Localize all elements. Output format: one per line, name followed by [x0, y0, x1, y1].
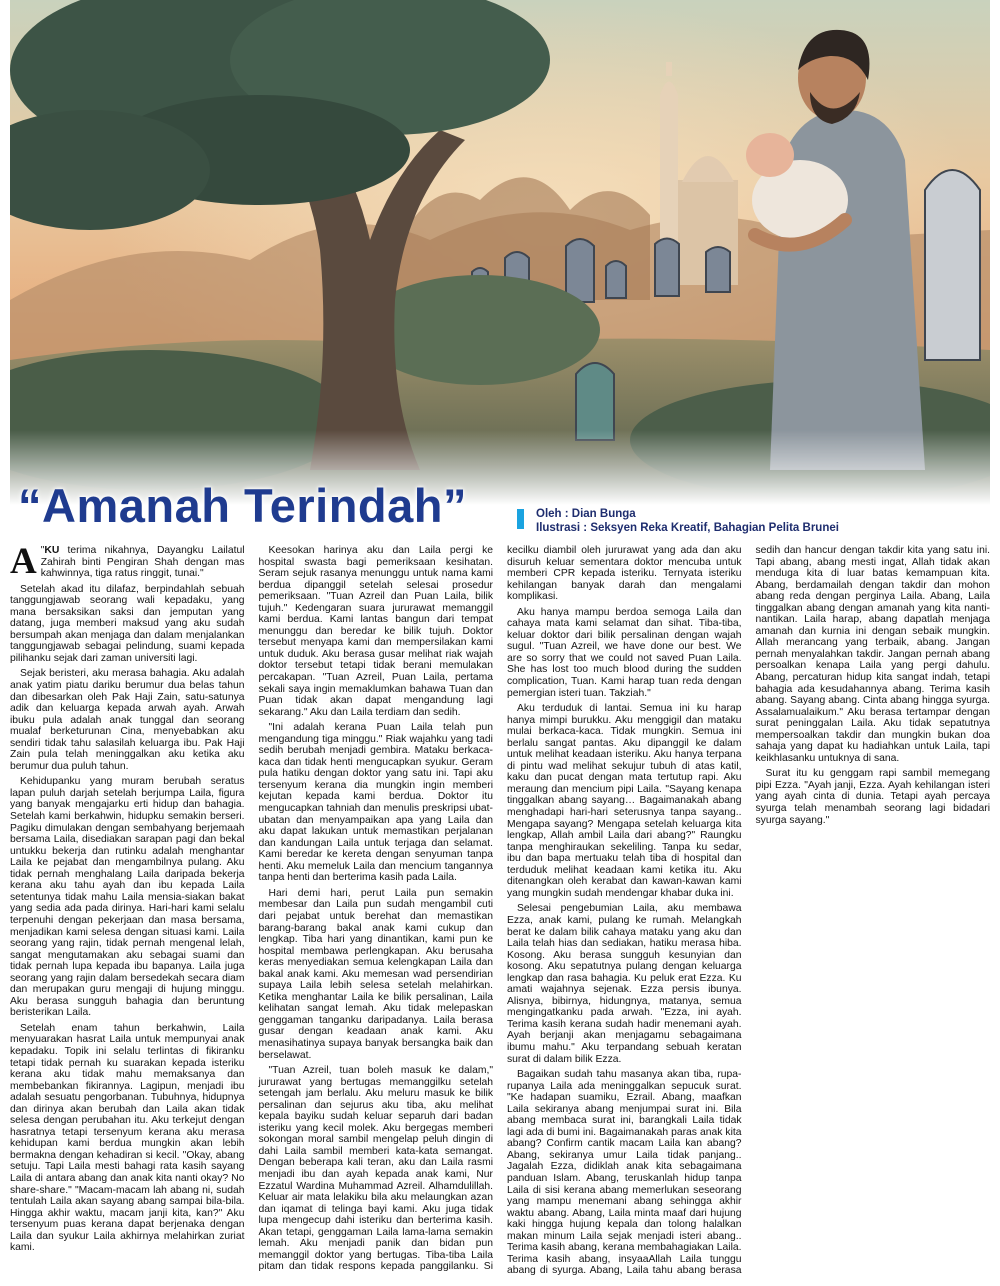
article-paragraph: Keesokan harinya aku dan Laila pergi ke hospital swasta bagi pemeriksaan kesihatan. Seram sejuk rasanya menunggu untuk nama kami berdua dipanggil setelah selesai prosedur pemeriksaan. "Tuan Azreil dan Puan Laila, bilik tujuh." Kedengaran suara jururawat memanggil kami berdua. Kami lantas bangun dari tempat menunggu dan beredar ke bilik tujuh. Doktor tersebut menyapa kami dan mempersilakan kami untuk duduk. Aku berasa gusar melihat riak wajah doktor tersebut tetapi tidak berani memulakan percakapan. "Tuan Azreil, Puan Laila, pertama sekali saya ingin memaklumkan bahawa Tuan dan Puan tidak akan dapat mengandung lagi sekarang." Aku dan Laila terdiam dan sedih. — [258, 545, 493, 718]
article-paragraph: Surat itu ku genggam rapi sambil memegang pipi Ezza. "Ayah janji, Ezza. Ayah kehilangan isteri yang ayah cinta di dunia. Tetapi ayah percaya syurga telah menambah seorang lagi bidadari syurga sayang." — [755, 768, 990, 826]
article-paragraph: Selesai pengebumian Laila, aku membawa Ezza, anak kami, pulang ke rumah. Melangkah berat ke dalam bilik cahaya mataku yang aku dan Laila telah hias dan sediakan, hatiku merasa hiba. Kosong. Aku berasa sungguh kesunyian dan kosong. Aku sepatutnya pulang dengan keluarga lengkap dan rasa bahagia. Ku peluk erat Ezza. Ku amati wajahnya sejenak. Ezza persis ibunya. Alisnya, bibirnya, hidungnya, matanya, semua mengingatkanku pada arwah. "Ezza, ini ayah. Terima kasih kerana sudah hadir menemani ayah. Ayah berjanji akan menjagamu sebagaimana ibumu mahu." Aku terpandang sebuah keratan surat di dalam bilik Ezza. — [507, 903, 742, 1065]
article-paragraph: Bagaikan sudah tahu masanya akan tiba, rupa-rupanya Laila ada meninggalkan sepucuk surat. "Ke hadapan suamiku, Ezrail. Abang, maafkan Laila sekiranya abang menjumpai surat ini. Bila abang membaca surat ini, barangkali Laila tidak lagi ada di bumi ini. Bagaimanakah paras anak kita abang? Confirm cantik macam Laila kan abang? Abang, sekiranya umur Laila tidak panjang.. Jagalah Ezza, didiklah anak kita sebagaimana panduan Islam. Abang, teruskanlah hidup tanpa Laila di sisi kerana abang memerlukan seseorang yang mampu menemani abang sehingga akhir waktu abang. Abang, Laila minta maaf dari hujung kaki hingga hujung kepala dan tolong halalkan makan minum Laila sejak menjadi isteri abang.. Terima kasih abang, kerana membahagiakan Laila. Terima kasih abang, insyaaAllah Laila tunggu abang di syurga. Abang, Laila tahu abang berasa sedih dan hancur dengan takdir kita yang satu ini. Tapi abang, abang mesti ingat, Allah tidak akan menduga kita di luar batas kemampuan kita. Abang, berdamailah dengan takdir dan mohon abang reda dengan perginya Laila. Abang, Laila tinggalkan abang dengan amanah yang kita nanti-nantikan. Laila harap, abang dapatlah menjaga amanah dan kurnia ini dengan sebaik mungkin. Allah merancang yang terbaik, abang. Jangan pernah menyalahkan takdir. Jangan pernah abang persoalkan kenapa Laila yang pergi dahulu. Abang, percaturan hidup kita sangat indah, tetapi bahagia ada kesudahannya abang. Terima kasih abang. Sayang abang. Cinta abang hingga syurga. Assalamualaikum." Aku berasa tertampar dengan surat peninggalan Laila. Aku tidak sepatutnya mempersoalkan takdir dan mungkin bukan doa sahaja yang dapat ku hadiahkan untuk Laila, tapi keikhlasanku untuknya di sana. — [507, 545, 990, 1277]
opening-quote: " — [40, 545, 45, 556]
story-title: “Amanah Terindah” — [18, 479, 467, 532]
illustration-credit: Ilustrasi : Seksyen Reka Kreatif, Bahagian Pelita Brunei — [536, 522, 839, 534]
story-illustration — [10, 0, 990, 505]
article-paragraph: "Ini adalah kerana Puan Laila telah pun mengandung tiga minggu." Riak wajahku yang tadi sedih berubah menjadi gembira. Mataku berkaca-kaca dan tidak henti mengucapkan syukur. Geram pula hatiku dengan doktor yang satu ini. Tapi aku tersenyum kerana dia mungkin ingin memberi kejutan kepada kami berdua. Doktor itu mengucapkan tahniah dan menulis preskripsi ubat-ubatan dan menyampaikan apa yang Laila dan aku dapat lakukan untuk memastikan perjalanan dan kandungan Laila untuk terjaga dan selamat. Kami beredar ke kereta dengan senyuman tanpa henti. Aku memeluk Laila dan mencium tangannya tanpa henti dan berterima kasih pada Laila. — [258, 722, 493, 884]
byline — [536, 507, 839, 535]
opening-bold: KU — [44, 545, 60, 556]
article-paragraph: Hari demi hari, perut Laila pun semakin membesar dan Laila pun sudah mengambil cuti dari pejabat untuk berehat dan memastikan barang-barang bakal anak kami cukup dan lengkap. Tiba hari yang dinantikan, kami pun ke hospital membawa perlengkapan. Aku berusaha keras menyediakan semua kelengkapan Laila dan bakal anak kami. Aku memesan wad persendirian supaya Laila lebih selesa setelah melahirkan. Ketika menghantar Laila ke bilik persalinan, Laila kelihatan sangat lemah. Aku tidak melepaskan genggaman tanganku daripadanya. Laila berasa gusar dengan keadaan anak kami. Aku menasihatinya supaya banyak bersangka baik dan berselawat. — [258, 887, 493, 1061]
byline-accent-bar — [517, 509, 524, 529]
article-paragraph: Aku terduduk di lantai. Semua ini ku harap hanya mimpi burukku. Aku menggigil dan mataku mulai berkaca-kaca. Tidak mungkin. Semua ini berlalu sangat pantas. Aku dipanggil ke dalam untuk melihat keadaan isteriku. Aku hanya terpana di pintu wad melihat sekujur tubuh di atas katil, kaku dan pucat dengan mata tertutup rapi. Aku meraung dan mencium pipi Laila. "Sayang kenapa tinggalkan abang sayang… Bagaimanakah abang menghadapi hari-hari seterusnya tanpa sayang.. Mengapa sayang? Mengapa setelah keluarga kita lengkap, Allah ambil Laila dari abang?" Raungku tanpa menghiraukan sekeliling. Tanpa ku sedar, ibu dan bapa mertuaku telah tiba di hospital dan terduduk melihat keadaan kami ketika itu. Aku ditenangkan oleh kerabat dan kawan-kawan kami yang mungkin sudah mendengar khabar duka ini. — [507, 703, 742, 899]
article-body — [10, 541, 990, 1280]
article-paragraph: Setelah akad itu dilafaz, berpindahlah sebuah tanggungjawab seorang wali kepadaku, yang mana bersaksikan saksi dan jemputan yang datang, juga memberi maksud yang aku sudah bersumpah akan menjaga dan dalam menjalankan tanggungjawab sebagai pelindung, suami kepada pilihanku sejak dari zaman universiti lagi. — [10, 583, 245, 664]
author-credit: Oleh : Dian Bunga — [536, 508, 636, 520]
drop-cap: A — [10, 541, 37, 582]
article-paragraph: " A KU terima nikahnya, Dayangku Lailatul Zahirah binti Pengiran Shah dengan mas kahwinnya, tiga ratus ringgit, tunai." — [10, 541, 245, 582]
article-paragraph: Aku hanya mampu berdoa semoga Laila dan cahaya mata kami selamat dan sihat. Tiba-tiba, keluar doktor dari bilik persalinan dengan wajah sugul. "Tuan Azreil, we have done our best. We are so sorry that we could not saved Puan Laila. She has lost too much blood during the sudden complication, Tuan. Kami harap tuan reda dengan pemergian isteri tuan. Takziah." — [507, 606, 742, 699]
article-paragraph: Kehidupanku yang muram berubah seratus lapan puluh darjah setelah berjumpa Laila, figura yang banyak mengajarku erti hidup dan bahagia. Setelah kami berkahwin, hidupku semakin berseri. Pagiku dimulakan dengan sembahyang berjemaah bersama Laila, disediakan sarapan pagi dan bekal untukku bekerja dan rutinku adalah menghantar Laila ke pejabat dan mengambilnya pulang. Aku tidak pernah menghalang Laila daripada bekerja kerana aku tahu ayah dan ibu kepada Laila setentunya tidak mahu Laila mensia-siakan bakat yang sedia ada pada dirinya. Hari-hari kami selalu terpenuhi dengan pekerjaan dan masa bersama, menjadikan kami selesa dengan situasi kami. Laila seorang yang rajin, tidak pernah mengenal lelah, sangat mengutamakan aku sebagai suami dan tidak pernah lupa kepada ibu bapanya. Laila juga seorang yang rajin dalam bersedekah secara diam dan merupakan guru mengaji di hujung minggu. Aku berasa sungguh bahagia dan beruntung beristerikan Laila. — [10, 776, 245, 1019]
article-paragraph: Setelah enam tahun berkahwin, Laila menyuarakan hasrat Laila untuk mempunyai anak kepadaku. Topik ini selalu terlintas di fikiranku tetapi tidak pernah ku suarakan kepada isteriku kerana aku tidak mahu memaksanya dan membebankan fikirannya. Lagipun, menjadi ibu adalah sesuatu pengorbanan. Tubuhnya, hidupnya dan dirinya akan berubah dan Laila akan tidak selesa dengan perubahan itu. Aku terkejut dengan hasratnya tetapi tersenyum kerana aku merasa kehidupan kami berdua mungkin akan lebih bermakna dengan kehadiran si kecil. "Okay, abang setuju. Tapi Laila mesti bahagi rata kasih sayang Laila di antara abang dan anak kita nanti okay? No share-share." "Macam-macam lah abang ni, sudah tentulah Laila akan sayang abang sampai bila-bila. Hingga akhir waktu, macam janji kita, kan?" Aku tersenyum puas kerana dapat berjenaka dengan Laila dan syukur Laila akhirnya melahirkan zuriat kami. — [10, 1022, 245, 1254]
article-paragraph: "Tuan Azreil, tuan boleh masuk ke dalam," jururawat yang bertugas memanggilku setelah setengah jam berlalu. Aku meluru masuk ke bilik persalinan dan sejurus aku tiba, aku melihat kepala bayiku sudah keluar separuh dari badan isteriku yang kecil molek. Aku bergegas memberi sokongan moral sambil mengelap peluh dingin di dahi Laila sambil memberi kata-kata semangat. Dengan beberapa kali teran, aku dan Laila rasmi menjadi ibu dan ayah kepada anak kami, Nur Ezzatul Wardina Muhammad Azreil. Alhamdulillah. Keluar air mata lelakiku bila aku melaungkan azan dan iqamat di telinga bayi kami. Aku juga tidak lupa mengecup dahi isteriku dan berterima kasih. Akan tetapi, genggaman Laila lama-lama semakin lemah. Aku menjadi panik dan bidan pun memanggil doktor yang bertugas. Tiba-tiba Laila pitam dan tidak respons kepada panggilanku. Si kecilku diambil oleh jururawat yang ada dan aku disuruh keluar sementara doktor mencuba untuk memberi CPR kepada isteriku. Ternyata isteriku kehilangan banyak darah dan mengalami komplikasi. — [258, 545, 742, 1273]
article-paragraph: Sejak beristeri, aku merasa bahagia. Aku adalah anak yatim piatu dariku berumur dua belas tahun dan dibesarkan oleh Pak Haji Zain, satu-satunya adik dan keluarga kepada arwah ayah. Arwah ibuku pula adalah anak tunggal dan seorang mualaf berketurunan Cina, menyebabkan aku sendiri tidak tahu salasilah keluarga ibu. Pak Haji Zain pula telah meninggalkan aku ketika aku berumur dua puluh tahun. — [10, 668, 245, 772]
cemetery-father-baby-illustration — [10, 0, 990, 505]
